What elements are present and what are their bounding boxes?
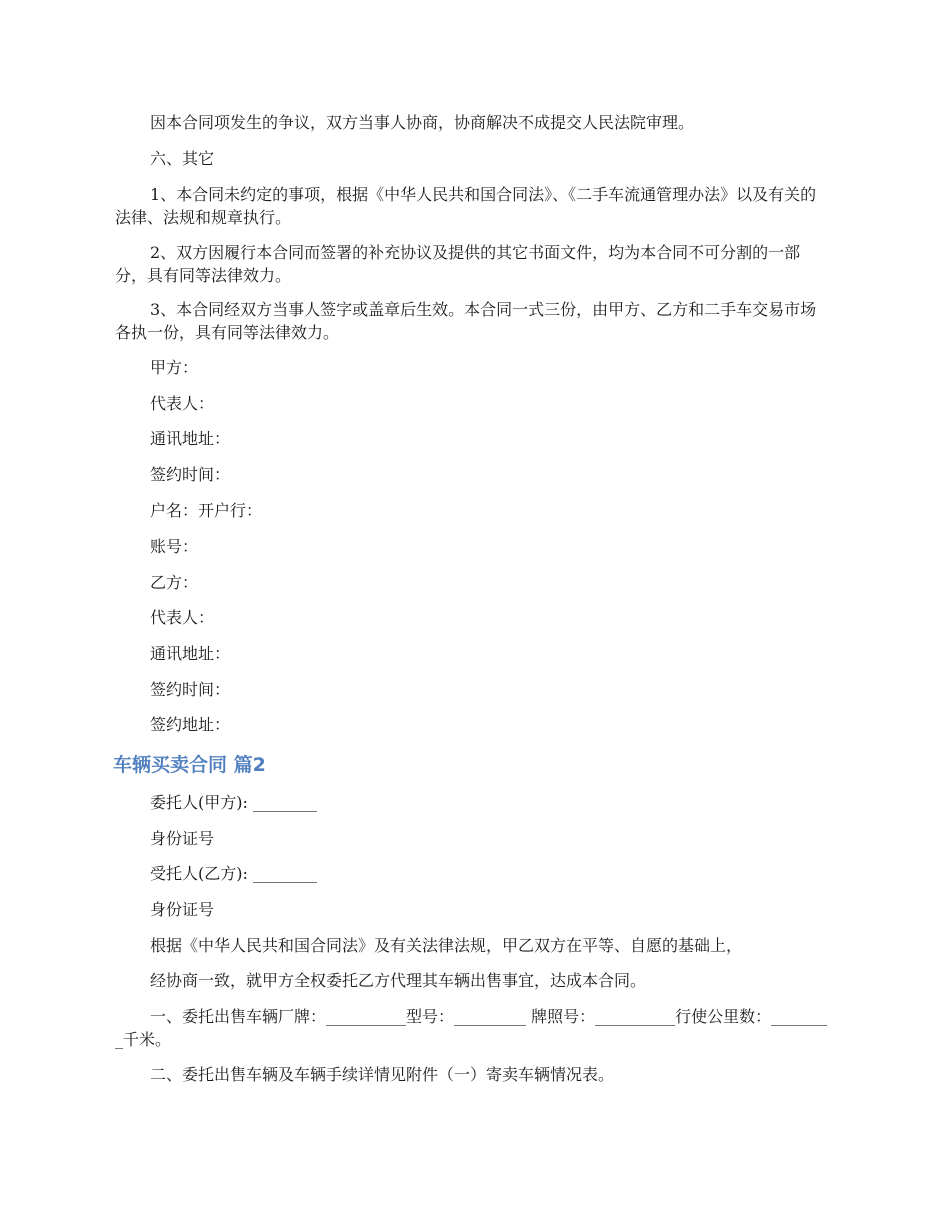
party-a-sign-time: 签约时间： [150, 465, 231, 484]
basis-paragraph-1: 根据《中华人民共和国合同法》及有关法律法规，甲乙双方在平等、自愿的基础上， [150, 936, 743, 955]
agent-id-line: 身份证号 [150, 900, 215, 919]
party-a-account-number: 账号： [150, 537, 199, 556]
clause-2-paragraph: 2、双方因履行本合同而签署的补充协议及提供的其它书面文件，均为本合同不可分割的一部分，具有同等法律效力。 [115, 243, 801, 285]
party-b-label: 乙方： [150, 573, 199, 592]
party-a-representative: 代表人： [150, 394, 215, 413]
party-b-representative: 代表人： [150, 608, 215, 627]
party-a-address: 通讯地址： [150, 429, 231, 448]
agent-line: 受托人(乙方): ________ [150, 864, 317, 883]
party-a-label: 甲方： [150, 358, 199, 377]
item-2-paragraph: 二、委托出售车辆及车辆手续详情见附件（一）寄卖车辆情况表。 [150, 1065, 615, 1084]
section-2-heading: 车辆买卖合同 篇2 [113, 754, 266, 776]
other-section-title: 六、其它 [150, 149, 215, 168]
party-a-account-name: 户名：开户行： [150, 501, 263, 520]
item-1-paragraph: 一、委托出售车辆厂牌：__________型号：_________ 牌照号：__________行使公里数：________千米。 [115, 1007, 828, 1049]
basis-paragraph-2: 经协商一致，就甲方全权委托乙方代理其车辆出售事宜，达成本合同。 [150, 971, 647, 990]
principal-line: 委托人(甲方): ________ [150, 793, 317, 812]
dispute-paragraph: 因本合同项发生的争议，双方当事人协商，协商解决不成提交人民法院审理。 [150, 113, 695, 132]
party-b-address: 通讯地址： [150, 644, 231, 663]
party-b-sign-place: 签约地址： [150, 715, 231, 734]
principal-id-line: 身份证号 [150, 829, 215, 848]
clause-1-paragraph: 1、本合同未约定的事项，根据《中华人民共和国合同法》、《二手车流通管理办法》以及有关的法律、法规和规章执行。 [115, 185, 817, 227]
clause-3-paragraph: 3、本合同经双方当事人签字或盖章后生效。本合同一式三份，由甲方、乙方和二手车交易市场各执一份，具有同等法律效力。 [115, 300, 817, 342]
party-b-sign-time: 签约时间： [150, 680, 231, 699]
